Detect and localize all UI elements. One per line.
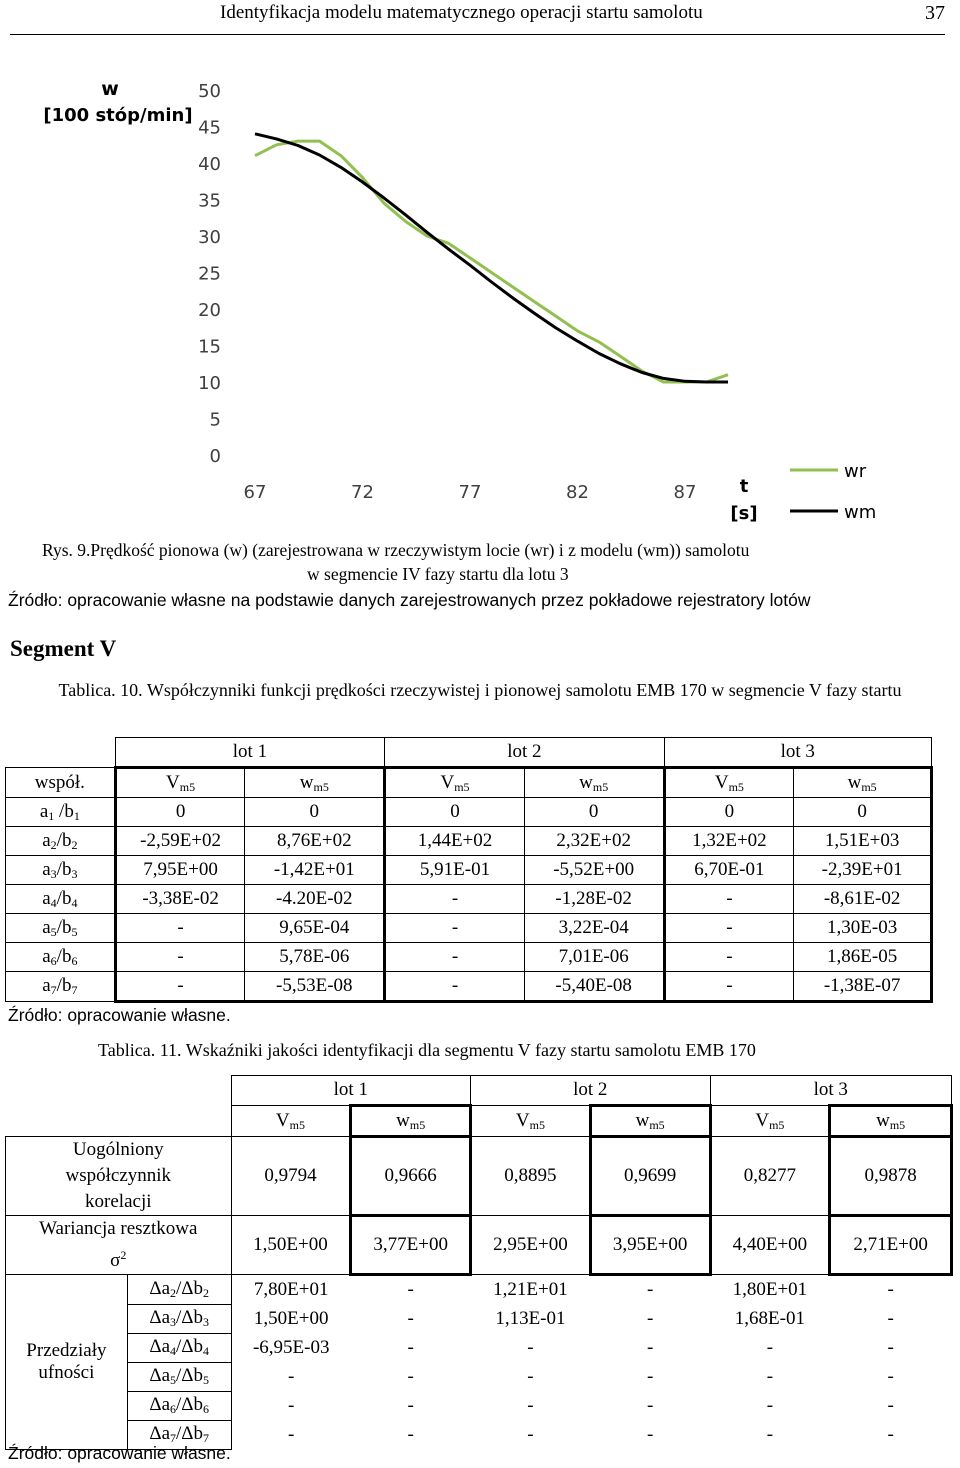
y-tick-label: 45 (198, 117, 221, 139)
table11-ci-row (6, 1304, 952, 1333)
page-number: 37 (925, 2, 945, 24)
table10-cell: -2,39E+01 (794, 856, 932, 885)
table10-row (6, 885, 932, 914)
table11-cell: - (887, 1365, 894, 1387)
table10-cell: -1,38E-07 (794, 972, 932, 1002)
table10-cell: 7,01E-06 (524, 943, 664, 972)
subscript: 2 (50, 837, 57, 852)
table11-ci-label: Przedziały ufności (6, 1275, 128, 1450)
subscript: 3 (71, 866, 78, 881)
table10-cell: - (664, 885, 794, 914)
x-tick-label: 87 (673, 482, 697, 503)
table11-cell: - (766, 1394, 774, 1416)
table10-cell: -3,38E-02 (115, 885, 245, 914)
table10-row-label: $a_7/b_7$ (6, 972, 116, 1002)
table10-cell: 0 (524, 798, 664, 827)
table11-cell: 4,40E+00 (710, 1216, 830, 1275)
subscript: m5 (649, 1117, 665, 1132)
y-tick-label: 50 (198, 81, 221, 102)
table10-col-header: $w_{m5}$ (794, 768, 932, 798)
table11-cell: - (887, 1307, 894, 1329)
table10-row (6, 856, 932, 885)
y-axis-label-symbol: w (101, 78, 119, 100)
y-tick-label: 30 (198, 227, 221, 248)
table11-cell: - (887, 1423, 894, 1445)
table11-ci-param: $\Delta a_3/\Delta b_3$ (127, 1304, 231, 1333)
table11-cell: - (766, 1336, 774, 1358)
table11-cell: - (887, 1279, 894, 1300)
table10-col-header: $V_{m5}$ (115, 768, 245, 798)
table10-cell: 5,78E-06 (245, 943, 385, 972)
table11-col-header: $w_{m5}$ (590, 1106, 710, 1137)
table10-cell: - (385, 972, 525, 1002)
table11-correlation-row (6, 1137, 952, 1216)
table11-cell: - (288, 1394, 295, 1416)
y-tick-label: 5 (209, 409, 221, 431)
x-axis-label-unit: [s] (730, 503, 758, 524)
subscript: 4 (71, 895, 78, 910)
subscript: 7 (203, 1431, 210, 1445)
subscript: m5 (889, 1117, 906, 1132)
subscript: m5 (313, 779, 329, 794)
table11-cell: 0,8277 (710, 1137, 830, 1216)
superscript: 2 (120, 1248, 127, 1262)
table10-cell: 2,32E+02 (524, 827, 664, 856)
subscript: 3 (203, 1315, 210, 1329)
table11-ci-row (6, 1333, 952, 1362)
running-title: Identyfikacja modelu matematycznego operacji startu samolotu (220, 2, 703, 23)
table10-cell: -5,53E-08 (245, 972, 385, 1002)
series-line-wr (255, 141, 728, 382)
table10-cell: 0 (245, 798, 385, 827)
table11-col-header-row (6, 1106, 952, 1137)
table11-lot-row (6, 1076, 952, 1106)
table10-cell: -8,61E-02 (794, 885, 932, 914)
table10-cell: -5,52E+00 (524, 856, 664, 885)
table11-cell: - (766, 1365, 774, 1387)
table11-cell: - (288, 1365, 295, 1387)
table11-cell: 0,9878 (830, 1137, 952, 1216)
table10-col-header: $w_{m5}$ (524, 768, 664, 798)
table11-cell: - (646, 1336, 654, 1358)
table10-cell: 3,22E-04 (524, 914, 664, 943)
table10-cell: 8,76E+02 (245, 827, 385, 856)
table11-ci-param: $\Delta a_7/\Delta b_7$ (127, 1420, 231, 1449)
table10-cell: 0 (115, 798, 245, 827)
table10-lot3: lot 3 (664, 738, 931, 768)
table10-cell: - (115, 943, 245, 972)
subscript: 1 (73, 808, 80, 823)
table11-source: Źródło: opracowanie własne. (8, 1443, 231, 1463)
table11-correlation-label: Uogólniony współczynnik korelacji (6, 1137, 232, 1216)
table11-cell: - (407, 1307, 414, 1329)
subscript: m5 (179, 779, 196, 794)
y-tick-label: 40 (198, 154, 221, 175)
y-tick-label: 20 (198, 300, 221, 321)
subscript: m5 (769, 1117, 785, 1132)
subscript: 7 (71, 983, 78, 997)
legend-label-wr: wr (844, 461, 867, 482)
legend (790, 461, 876, 523)
table11-cell: - (527, 1394, 534, 1416)
series-line-wm (255, 134, 728, 382)
table10-cell: 1,51E+03 (794, 827, 932, 856)
series-layer (255, 134, 728, 382)
subscript: 6 (50, 953, 57, 968)
table10-col-header-row (6, 768, 932, 798)
table10-cell: -1,28E-02 (524, 885, 664, 914)
table11-cell: 3,77E+00 (351, 1216, 471, 1275)
table11-cell: 1,50E+00 (231, 1216, 351, 1275)
table11-cell: 2,71E+00 (830, 1216, 952, 1275)
table10-col-header: $V_{m5}$ (664, 768, 794, 798)
table10-row (6, 943, 932, 972)
table10-cell: 7,95E+00 (115, 856, 245, 885)
subscript: 5 (170, 1373, 177, 1387)
subscript: 6 (71, 953, 78, 968)
table10-cell: -4.20E-02 (245, 885, 385, 914)
subscript: m5 (728, 779, 744, 794)
table10-col-header: $V_{m5}$ (385, 768, 525, 798)
table10-row-label: $a_2/b_2$ (6, 827, 116, 856)
table10-col-header: $w_{m5}$ (245, 768, 385, 798)
figure-caption-line1: Rys. 9.Prędkość pionowa (w) (zarejestrowana w rzeczywistym locie (wr) i z modelu (wm)) samolotu (42, 540, 750, 560)
subscript: m5 (289, 1117, 305, 1132)
y-tick-label: 35 (198, 190, 221, 212)
table10-cell: - (115, 914, 245, 943)
table11-cell: - (887, 1394, 894, 1416)
table11-ci-param: $\Delta a_6/\Delta b_6$ (127, 1391, 231, 1420)
table11-cell: - (407, 1423, 414, 1445)
table10-lot-row (6, 738, 932, 768)
subscript: 2 (203, 1285, 210, 1300)
subscript: m5 (592, 779, 609, 794)
table11-cell: 3,95E+00 (590, 1216, 710, 1275)
subscript: 2 (170, 1285, 177, 1300)
table10-caption: Tablica. 10. Współczynniki funkcji prędkości rzeczywistej i pionowej samolotu EMB 170 w segmencie V fazy startu (58, 680, 902, 700)
table11-cell: - (407, 1279, 414, 1300)
section-title: Segment V (10, 636, 117, 661)
table10-row (6, 827, 932, 856)
table10-cell: - (385, 914, 525, 943)
subscript: 2 (71, 837, 78, 852)
subscript: 6 (170, 1402, 177, 1416)
table11-lot2: lot 2 (471, 1076, 710, 1106)
table10-row-label: $a_5/b_5$ (6, 914, 116, 943)
y-tick-label: 0 (209, 446, 221, 467)
table11-caption: Tablica. 11. Wskaźniki jakości identyfikacji dla segmentu V fazy startu samolotu EMB 170 (98, 1040, 756, 1060)
subscript: m5 (529, 1117, 545, 1132)
table10-row-label: $a_1$ $/b_1$ (6, 798, 116, 827)
table10-cell: 9,65E-04 (245, 914, 385, 943)
table10-cell: -2,59E+02 (115, 827, 245, 856)
y-tick-label: 25 (198, 263, 221, 285)
table11-cell: 0,9699 (590, 1137, 710, 1216)
table11-col-header: $V_{m5}$ (231, 1106, 351, 1137)
subscript: 3 (170, 1315, 177, 1329)
table11-cell: - (646, 1365, 654, 1387)
table11-cell: 1,68E-01 (734, 1307, 805, 1329)
table10 (5, 737, 933, 1003)
table10-cell: 1,30E-03 (794, 914, 932, 943)
table11-ci-param: $\Delta a_2/\Delta b_2$ (127, 1275, 231, 1305)
figure-source: Źródło: opracowanie własne na podstawie danych zarejestrowanych przez pokładowe rejestratory lotów (8, 590, 811, 610)
legend-label-wm: wm (844, 502, 877, 523)
table11-ci-row (6, 1362, 952, 1391)
table10-cell: 6,70E-01 (664, 856, 794, 885)
table10-row (6, 914, 932, 943)
x-tick-label: 77 (458, 482, 482, 503)
table10-cell: 1,86E-05 (794, 943, 932, 972)
table10-source: Źródło: opracowanie własne. (8, 1005, 231, 1025)
table11-col-header: $V_{m5}$ (471, 1106, 591, 1137)
table11-cell: -6,95E-03 (252, 1336, 330, 1358)
table11-cell: 1,21E+01 (493, 1278, 568, 1300)
subscript: m5 (409, 1117, 426, 1132)
table10-cell: - (115, 972, 245, 1002)
table11-variance-label: Wariancja resztkowa $\sigma^2$ (6, 1216, 232, 1275)
table10-cell: 0 (794, 798, 932, 827)
subscript: 5 (50, 924, 57, 939)
table10-cell: -5,40E-08 (524, 972, 664, 1002)
table11-cell: 2,95E+00 (471, 1216, 591, 1275)
table11-cell: - (646, 1394, 654, 1416)
table10-cell: - (385, 943, 525, 972)
table11-cell: - (646, 1423, 654, 1445)
subscript: 4 (170, 1344, 177, 1358)
subscript: m5 (454, 779, 470, 794)
table11-cell: - (887, 1336, 894, 1358)
x-tick-label: 72 (351, 482, 374, 503)
subscript: 3 (50, 866, 57, 881)
figure-caption-line2: w segmencie IV fazy startu dla lotu 3 (307, 564, 569, 584)
table11-cell: - (527, 1365, 534, 1387)
table11 (5, 1075, 953, 1450)
table10-cell: 0 (664, 798, 794, 827)
y-tick-label: 15 (198, 336, 221, 358)
table11-cell: 0,9666 (351, 1137, 471, 1216)
page-header (10, 0, 945, 35)
x-tick-label: 82 (566, 482, 589, 503)
table10-cell: - (664, 914, 794, 943)
table10-cell: 1,32E+02 (664, 827, 794, 856)
table11-cell: - (288, 1423, 295, 1445)
table10-cell: 1,44E+02 (385, 827, 525, 856)
table11-cell: 0,9794 (231, 1137, 351, 1216)
table11-cell: - (527, 1423, 534, 1445)
table10-cell: - (664, 943, 794, 972)
table11-ci-row (6, 1275, 952, 1305)
subscript: 7 (170, 1431, 177, 1445)
table10-row (6, 972, 932, 1002)
table11-col-header: $w_{m5}$ (830, 1106, 952, 1137)
table10-row-label: $a_3/b_3$ (6, 856, 116, 885)
table10-cell: - (664, 972, 794, 1002)
table10-row-label: $a_6/b_6$ (6, 943, 116, 972)
table11-cell: 0,8895 (471, 1137, 591, 1216)
subscript: 5 (71, 924, 78, 939)
table11-variance-row (6, 1216, 952, 1275)
table11-col-header: $V_{m5}$ (710, 1106, 830, 1137)
x-tick-label: 67 (243, 482, 267, 503)
table11-ci-param: $\Delta a_5/\Delta b_5$ (127, 1362, 231, 1391)
table10-cell: -1,42E+01 (245, 856, 385, 885)
table10-cell: - (385, 885, 525, 914)
table10-row-label: $a_4/b_4$ (6, 885, 116, 914)
table11-cell: - (527, 1336, 534, 1358)
table11-cell: 1,80E+01 (732, 1278, 808, 1300)
table11-ci-param: $\Delta a_4/\Delta b_4$ (127, 1333, 231, 1362)
table10-cell: 5,91E-01 (385, 856, 525, 885)
table10-coef-header: współ. (6, 768, 116, 798)
x-tick-labels (244, 482, 697, 503)
table11-ci-row (6, 1391, 952, 1420)
table11-cell: 1,50E+00 (253, 1307, 329, 1329)
subscript: 4 (203, 1344, 210, 1358)
table11-col-header: $w_{m5}$ (351, 1106, 471, 1137)
subscript: 6 (203, 1402, 210, 1416)
subscript: 5 (203, 1373, 210, 1387)
y-tick-labels (198, 81, 221, 467)
subscript: 4 (50, 895, 57, 910)
table10-lot1: lot 1 (115, 738, 384, 768)
table11-cell: - (407, 1365, 414, 1387)
table11-cell: 1,13E-01 (495, 1307, 566, 1329)
table10-row (6, 798, 932, 827)
vertical-speed-chart (0, 60, 960, 530)
table11-cell: - (407, 1394, 414, 1416)
subscript: 7 (50, 983, 57, 997)
table11-cell: - (766, 1423, 774, 1445)
table11-cell: - (646, 1307, 654, 1329)
x-axis-label-symbol: t (739, 476, 749, 497)
table11-lot3: lot 3 (710, 1076, 951, 1106)
table11-cell: - (407, 1336, 414, 1358)
subscript: m5 (861, 779, 877, 794)
table11-cell: 7,80E+01 (253, 1278, 329, 1300)
y-tick-label: 10 (198, 373, 221, 394)
table10-lot2: lot 2 (385, 738, 664, 768)
table11-cell: - (646, 1279, 654, 1300)
y-axis-label-unit: [100 stóp/min] (43, 105, 193, 126)
subscript: 1 (48, 808, 55, 823)
table11-lot1: lot 1 (231, 1076, 470, 1106)
table10-cell: 0 (385, 798, 525, 827)
